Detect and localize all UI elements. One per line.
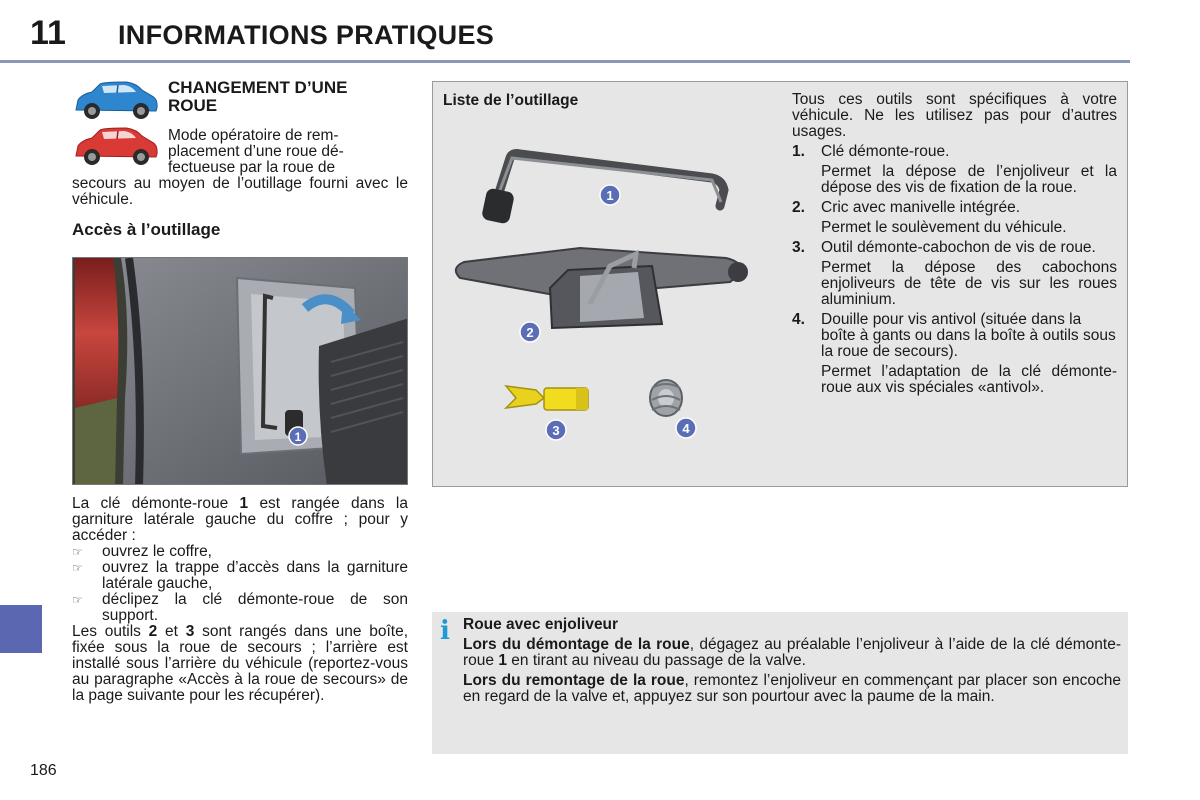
tools-list (792, 92, 1117, 396)
trunk-photo (72, 257, 408, 485)
photo-callout-1 (289, 427, 307, 445)
chapter-title: INFORMATIONS PRATIQUES (118, 20, 495, 50)
tool-callout-3 (546, 420, 566, 440)
svg-text:3: 3 (552, 423, 560, 438)
intro-paragraph: Mode opératoire de rem- placement d’une roue dé- fectueuse par la roue de secours au moyen de l’outillage fourni avec le véhicule. (72, 127, 408, 208)
info-paragraph: Lors du remontage de la roue, remontez l’enjoliveur en commençant par placer son encoche en regard de la valve et, appuyez sur son pourtour avec la paume de la main. (463, 672, 1121, 705)
tools-storage-paragraph: Les outils 2 et 3 sont rangés dans une boîte, fixée sous la roue de secours ; l’arrière est installé sous l’arrière du véhicule (reportez-vous au paragraphe «Accès à la roue de secours» de la page suivante pour les récupérer). (72, 623, 408, 704)
page-number: 186 (30, 762, 57, 779)
blue-car-icon (70, 80, 160, 122)
chapter-side-tab (0, 605, 42, 653)
access-paragraph: La clé démonte-roue 1 est rangée dans la garniture latérale gauche du coffre ; pour y accéder : (72, 495, 408, 544)
tool-callout-2 (520, 322, 540, 342)
antitheft-socket-icon (650, 380, 682, 416)
access-heading: Accès à l’outillage (72, 220, 221, 239)
bullet-item: ☞ ouvrez le coffre, (72, 543, 212, 560)
tool-callout-4 (676, 418, 696, 438)
svg-text:4: 4 (682, 421, 690, 436)
section-title: CHANGEMENT D’UNE ROUE (168, 78, 348, 115)
tools-intro: Tous ces outils sont spécifiques à votre véhicule. Ne les utilisez pas pour d’autres usages. (792, 91, 1117, 140)
access-body (72, 496, 408, 704)
svg-text:2: 2 (526, 325, 534, 340)
tools-illustration (440, 118, 780, 458)
svg-text:1: 1 (294, 430, 302, 444)
car-jack-icon (456, 248, 748, 328)
tool-item: 4. Douille pour vis antivol (située dans la boîte à gants ou dans la boîte à outils sous la roue de secours). Permet l’adaptation de la clé démonte-roue aux vis spéciales «antivol». (792, 311, 1117, 396)
tools-heading: Liste de l’outillage (443, 92, 579, 109)
tool-item: 3. Outil démonte-cabochon de vis de roue. Permet la dépose des cabochons enjoliveurs de tête de vis sur les roues aluminium. (792, 239, 1117, 308)
bullet-item: ☞ déclipez la clé démonte-roue de son support. (72, 591, 408, 624)
info-content (463, 617, 1121, 709)
pointing-hand-icon: ☞ (72, 593, 83, 607)
tool-item: 1. Clé démonte-roue. Permet la dépose de l’enjoliveur et la dépose des vis de fixation de la roue. (792, 143, 1117, 196)
tool-callout-1 (600, 185, 620, 205)
info-paragraph: Lors du démontage de la roue, dégagez au préalable l’enjoliveur à l’aide de la clé démonte-roue 1 en tirant au niveau du passage de la valve. (463, 636, 1122, 669)
pointing-hand-icon: ☞ (72, 561, 83, 575)
header-rule (0, 60, 1130, 63)
info-icon: i (440, 616, 450, 646)
chapter-number: 11 (30, 14, 66, 52)
cap-remover-tool-icon (506, 386, 588, 410)
svg-text:1: 1 (606, 188, 614, 203)
pointing-hand-icon: ☞ (72, 545, 83, 559)
info-title: Roue avec enjoliveur (463, 616, 619, 633)
tool-item: 2. Cric avec manivelle intégrée. Permet le soulèvement du véhicule. (792, 199, 1067, 236)
bullet-item: ☞ ouvrez la trappe d’accès dans la garniture latérale gauche, (72, 559, 408, 592)
